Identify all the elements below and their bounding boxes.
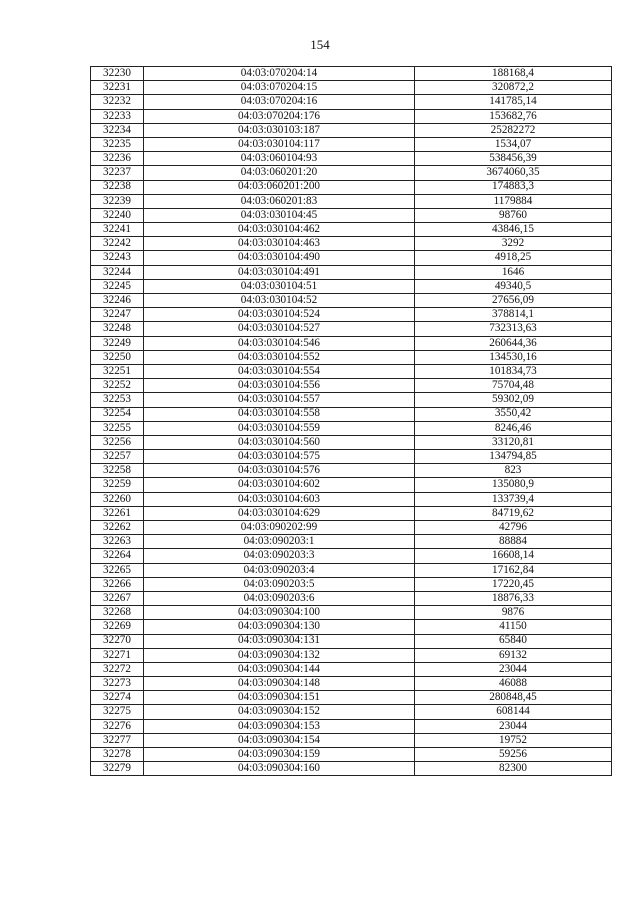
table-row: [91, 563, 612, 577]
row-number-cell: 32274: [91, 691, 144, 705]
row-number-cell: 32270: [91, 634, 144, 648]
cadastral-value-cell: 9876: [415, 606, 612, 620]
cadastral-number-cell: 04:03:030104:546: [144, 336, 415, 350]
cadastral-value-cell: 133739,4: [415, 492, 612, 506]
cadastral-number-cell: 04:03:090304:151: [144, 691, 415, 705]
cadastral-value-cell: 1179884: [415, 194, 612, 208]
table-row: [91, 123, 612, 137]
cadastral-value-cell: 23044: [415, 662, 612, 676]
table-row: [91, 762, 612, 776]
row-number-cell: 32266: [91, 577, 144, 591]
cadastral-number-cell: 04:03:070204:16: [144, 95, 415, 109]
table-row: [91, 719, 612, 733]
row-number-cell: 32265: [91, 563, 144, 577]
cadastral-value-cell: 608144: [415, 705, 612, 719]
cadastral-number-cell: 04:03:090304:152: [144, 705, 415, 719]
table-row: [91, 549, 612, 563]
cadastral-number-cell: 04:03:090304:131: [144, 634, 415, 648]
cadastral-number-cell: 04:03:070204:14: [144, 67, 415, 81]
row-number-cell: 32237: [91, 166, 144, 180]
table-row: [91, 478, 612, 492]
table-row: [91, 407, 612, 421]
cadastral-value-cell: 49340,5: [415, 279, 612, 293]
cadastral-number-cell: 04:03:070204:15: [144, 81, 415, 95]
table-row: [91, 492, 612, 506]
cadastral-value-cell: 42796: [415, 521, 612, 535]
cadastral-value-cell: 23044: [415, 719, 612, 733]
row-number-cell: 32250: [91, 350, 144, 364]
cadastral-value-cell: 174883,3: [415, 180, 612, 194]
cadastral-value-cell: 280848,45: [415, 691, 612, 705]
cadastral-value-cell: 320872,2: [415, 81, 612, 95]
cadastral-value-cell: 135080,9: [415, 478, 612, 492]
row-number-cell: 32267: [91, 591, 144, 605]
cadastral-value-cell: 84719,62: [415, 506, 612, 520]
cadastral-value-cell: 378814,1: [415, 308, 612, 322]
row-number-cell: 32253: [91, 393, 144, 407]
table-row: [91, 95, 612, 109]
cadastral-value-cell: 16608,14: [415, 549, 612, 563]
cadastral-number-cell: 04:03:090304:148: [144, 677, 415, 691]
cadastral-value-cell: 46088: [415, 677, 612, 691]
cadastral-value-cell: 153682,76: [415, 109, 612, 123]
table-row: [91, 137, 612, 151]
cadastral-value-cell: 98760: [415, 208, 612, 222]
cadastral-value-cell: 19752: [415, 733, 612, 747]
table-row: [91, 733, 612, 747]
row-number-cell: 32232: [91, 95, 144, 109]
cadastral-number-cell: 04:03:090203:4: [144, 563, 415, 577]
table-row: [91, 535, 612, 549]
cadastral-value-cell: 188168,4: [415, 67, 612, 81]
table-row: [91, 152, 612, 166]
table-row: [91, 109, 612, 123]
cadastral-number-cell: 04:03:090304:132: [144, 648, 415, 662]
cadastral-number-cell: 04:03:030104:552: [144, 350, 415, 364]
cadastral-value-cell: 69132: [415, 648, 612, 662]
table-row: [91, 662, 612, 676]
row-number-cell: 32275: [91, 705, 144, 719]
cadastral-number-cell: 04:03:030104:554: [144, 364, 415, 378]
cadastral-value-cell: 3292: [415, 237, 612, 251]
row-number-cell: 32271: [91, 648, 144, 662]
cadastral-value-cell: 3674060,35: [415, 166, 612, 180]
row-number-cell: 32256: [91, 435, 144, 449]
cadastral-value-cell: 27656,09: [415, 294, 612, 308]
table-row: [91, 364, 612, 378]
cadastral-value-cell: 43846,15: [415, 223, 612, 237]
row-number-cell: 32279: [91, 762, 144, 776]
row-number-cell: 32240: [91, 208, 144, 222]
row-number-cell: 32239: [91, 194, 144, 208]
table-row: [91, 308, 612, 322]
row-number-cell: 32249: [91, 336, 144, 350]
row-number-cell: 32258: [91, 464, 144, 478]
cadastral-value-cell: 75704,48: [415, 379, 612, 393]
row-number-cell: 32252: [91, 379, 144, 393]
cadastral-number-cell: 04:03:030104:52: [144, 294, 415, 308]
cadastral-number-cell: 04:03:090304:100: [144, 606, 415, 620]
cadastral-number-cell: 04:03:030104:559: [144, 421, 415, 435]
table-row: [91, 591, 612, 605]
cadastral-value-cell: 59302,09: [415, 393, 612, 407]
row-number-cell: 32259: [91, 478, 144, 492]
cadastral-value-cell: 17220,45: [415, 577, 612, 591]
table-row: [91, 294, 612, 308]
cadastral-number-cell: 04:03:030104:560: [144, 435, 415, 449]
row-number-cell: 32261: [91, 506, 144, 520]
cadastral-value-cell: 141785,14: [415, 95, 612, 109]
table-row: [91, 279, 612, 293]
cadastral-value-table: [90, 66, 612, 776]
row-number-cell: 32276: [91, 719, 144, 733]
row-number-cell: 32241: [91, 223, 144, 237]
cadastral-number-cell: 04:03:060104:93: [144, 152, 415, 166]
cadastral-number-cell: 04:03:030104:491: [144, 265, 415, 279]
cadastral-value-cell: 18876,33: [415, 591, 612, 605]
cadastral-value-cell: 538456,39: [415, 152, 612, 166]
table-row: [91, 379, 612, 393]
cadastral-value-cell: 732313,63: [415, 322, 612, 336]
cadastral-value-cell: 134530,16: [415, 350, 612, 364]
table-row: [91, 194, 612, 208]
row-number-cell: 32272: [91, 662, 144, 676]
table-row: [91, 691, 612, 705]
row-number-cell: 32273: [91, 677, 144, 691]
page-number: 154: [310, 37, 330, 52]
table-row: [91, 577, 612, 591]
cadastral-number-cell: 04:03:030104:557: [144, 393, 415, 407]
table-row: [91, 350, 612, 364]
cadastral-value-cell: 33120,81: [415, 435, 612, 449]
cadastral-number-cell: 04:03:030104:558: [144, 407, 415, 421]
table-row: [91, 180, 612, 194]
cadastral-value-cell: 25282272: [415, 123, 612, 137]
row-number-cell: 32269: [91, 620, 144, 634]
row-number-cell: 32231: [91, 81, 144, 95]
cadastral-number-cell: 04:03:030104:462: [144, 223, 415, 237]
cadastral-value-cell: 59256: [415, 748, 612, 762]
row-number-cell: 32254: [91, 407, 144, 421]
table-row: [91, 223, 612, 237]
row-number-cell: 32248: [91, 322, 144, 336]
cadastral-value-cell: 823: [415, 464, 612, 478]
cadastral-value-cell: 41150: [415, 620, 612, 634]
cadastral-number-cell: 04:03:030104:556: [144, 379, 415, 393]
cadastral-value-cell: 4918,25: [415, 251, 612, 265]
cadastral-number-cell: 04:03:090202:99: [144, 521, 415, 535]
table-row: [91, 677, 612, 691]
table-row: [91, 464, 612, 478]
row-number-cell: 32260: [91, 492, 144, 506]
cadastral-number-cell: 04:03:090304:159: [144, 748, 415, 762]
row-number-cell: 32235: [91, 137, 144, 151]
cadastral-number-cell: 04:03:030104:524: [144, 308, 415, 322]
table-row: [91, 237, 612, 251]
cadastral-value-cell: 82300: [415, 762, 612, 776]
table-row: [91, 648, 612, 662]
cadastral-number-cell: 04:03:090304:153: [144, 719, 415, 733]
row-number-cell: 32236: [91, 152, 144, 166]
row-number-cell: 32277: [91, 733, 144, 747]
cadastral-number-cell: 04:03:030104:117: [144, 137, 415, 151]
table-row: [91, 450, 612, 464]
cadastral-number-cell: 04:03:090304:154: [144, 733, 415, 747]
cadastral-value-cell: 101834,73: [415, 364, 612, 378]
row-number-cell: 32255: [91, 421, 144, 435]
table-body: [91, 67, 612, 776]
cadastral-value-cell: 88884: [415, 535, 612, 549]
table-row: [91, 435, 612, 449]
table-row: [91, 506, 612, 520]
cadastral-value-cell: 3550,42: [415, 407, 612, 421]
cadastral-number-cell: 04:03:030104:527: [144, 322, 415, 336]
table-row: [91, 251, 612, 265]
cadastral-number-cell: 04:03:030104:576: [144, 464, 415, 478]
table-row: [91, 521, 612, 535]
cadastral-number-cell: 04:03:090304:130: [144, 620, 415, 634]
row-number-cell: 32234: [91, 123, 144, 137]
row-number-cell: 32238: [91, 180, 144, 194]
table-row: [91, 606, 612, 620]
row-number-cell: 32262: [91, 521, 144, 535]
cadastral-value-cell: 65840: [415, 634, 612, 648]
cadastral-number-cell: 04:03:030104:45: [144, 208, 415, 222]
row-number-cell: 32245: [91, 279, 144, 293]
row-number-cell: 32257: [91, 450, 144, 464]
cadastral-number-cell: 04:03:030103:187: [144, 123, 415, 137]
row-number-cell: 32242: [91, 237, 144, 251]
cadastral-number-cell: 04:03:060201:20: [144, 166, 415, 180]
table-row: [91, 748, 612, 762]
cadastral-number-cell: 04:03:090304:144: [144, 662, 415, 676]
table-row: [91, 705, 612, 719]
cadastral-number-cell: 04:03:060201:83: [144, 194, 415, 208]
row-number-cell: 32268: [91, 606, 144, 620]
row-number-cell: 32247: [91, 308, 144, 322]
row-number-cell: 32246: [91, 294, 144, 308]
row-number-cell: 32243: [91, 251, 144, 265]
row-number-cell: 32233: [91, 109, 144, 123]
cadastral-number-cell: 04:03:030104:602: [144, 478, 415, 492]
cadastral-number-cell: 04:03:090203:3: [144, 549, 415, 563]
table-row: [91, 67, 612, 81]
cadastral-value-cell: 8246,46: [415, 421, 612, 435]
cadastral-number-cell: 04:03:070204:176: [144, 109, 415, 123]
cadastral-value-cell: 134794,85: [415, 450, 612, 464]
cadastral-number-cell: 04:03:030104:603: [144, 492, 415, 506]
table-row: [91, 393, 612, 407]
cadastral-value-cell: 1534,07: [415, 137, 612, 151]
cadastral-number-cell: 04:03:030104:575: [144, 450, 415, 464]
table-row: [91, 265, 612, 279]
cadastral-number-cell: 04:03:060201:200: [144, 180, 415, 194]
table-row: [91, 421, 612, 435]
cadastral-number-cell: 04:03:030104:463: [144, 237, 415, 251]
cadastral-value-cell: 1646: [415, 265, 612, 279]
cadastral-number-cell: 04:03:030104:629: [144, 506, 415, 520]
cadastral-number-cell: 04:03:090203:5: [144, 577, 415, 591]
table-row: [91, 634, 612, 648]
cadastral-number-cell: 04:03:090203:6: [144, 591, 415, 605]
row-number-cell: 32251: [91, 364, 144, 378]
table-row: [91, 620, 612, 634]
cadastral-number-cell: 04:03:090203:1: [144, 535, 415, 549]
row-number-cell: 32278: [91, 748, 144, 762]
row-number-cell: 32244: [91, 265, 144, 279]
row-number-cell: 32230: [91, 67, 144, 81]
cadastral-value-cell: 17162,84: [415, 563, 612, 577]
cadastral-number-cell: 04:03:090304:160: [144, 762, 415, 776]
table-row: [91, 322, 612, 336]
table-row: [91, 166, 612, 180]
cadastral-number-cell: 04:03:030104:490: [144, 251, 415, 265]
cadastral-value-cell: 260644,36: [415, 336, 612, 350]
cadastral-number-cell: 04:03:030104:51: [144, 279, 415, 293]
table-row: [91, 81, 612, 95]
table-row: [91, 208, 612, 222]
table-row: [91, 336, 612, 350]
row-number-cell: 32263: [91, 535, 144, 549]
row-number-cell: 32264: [91, 549, 144, 563]
